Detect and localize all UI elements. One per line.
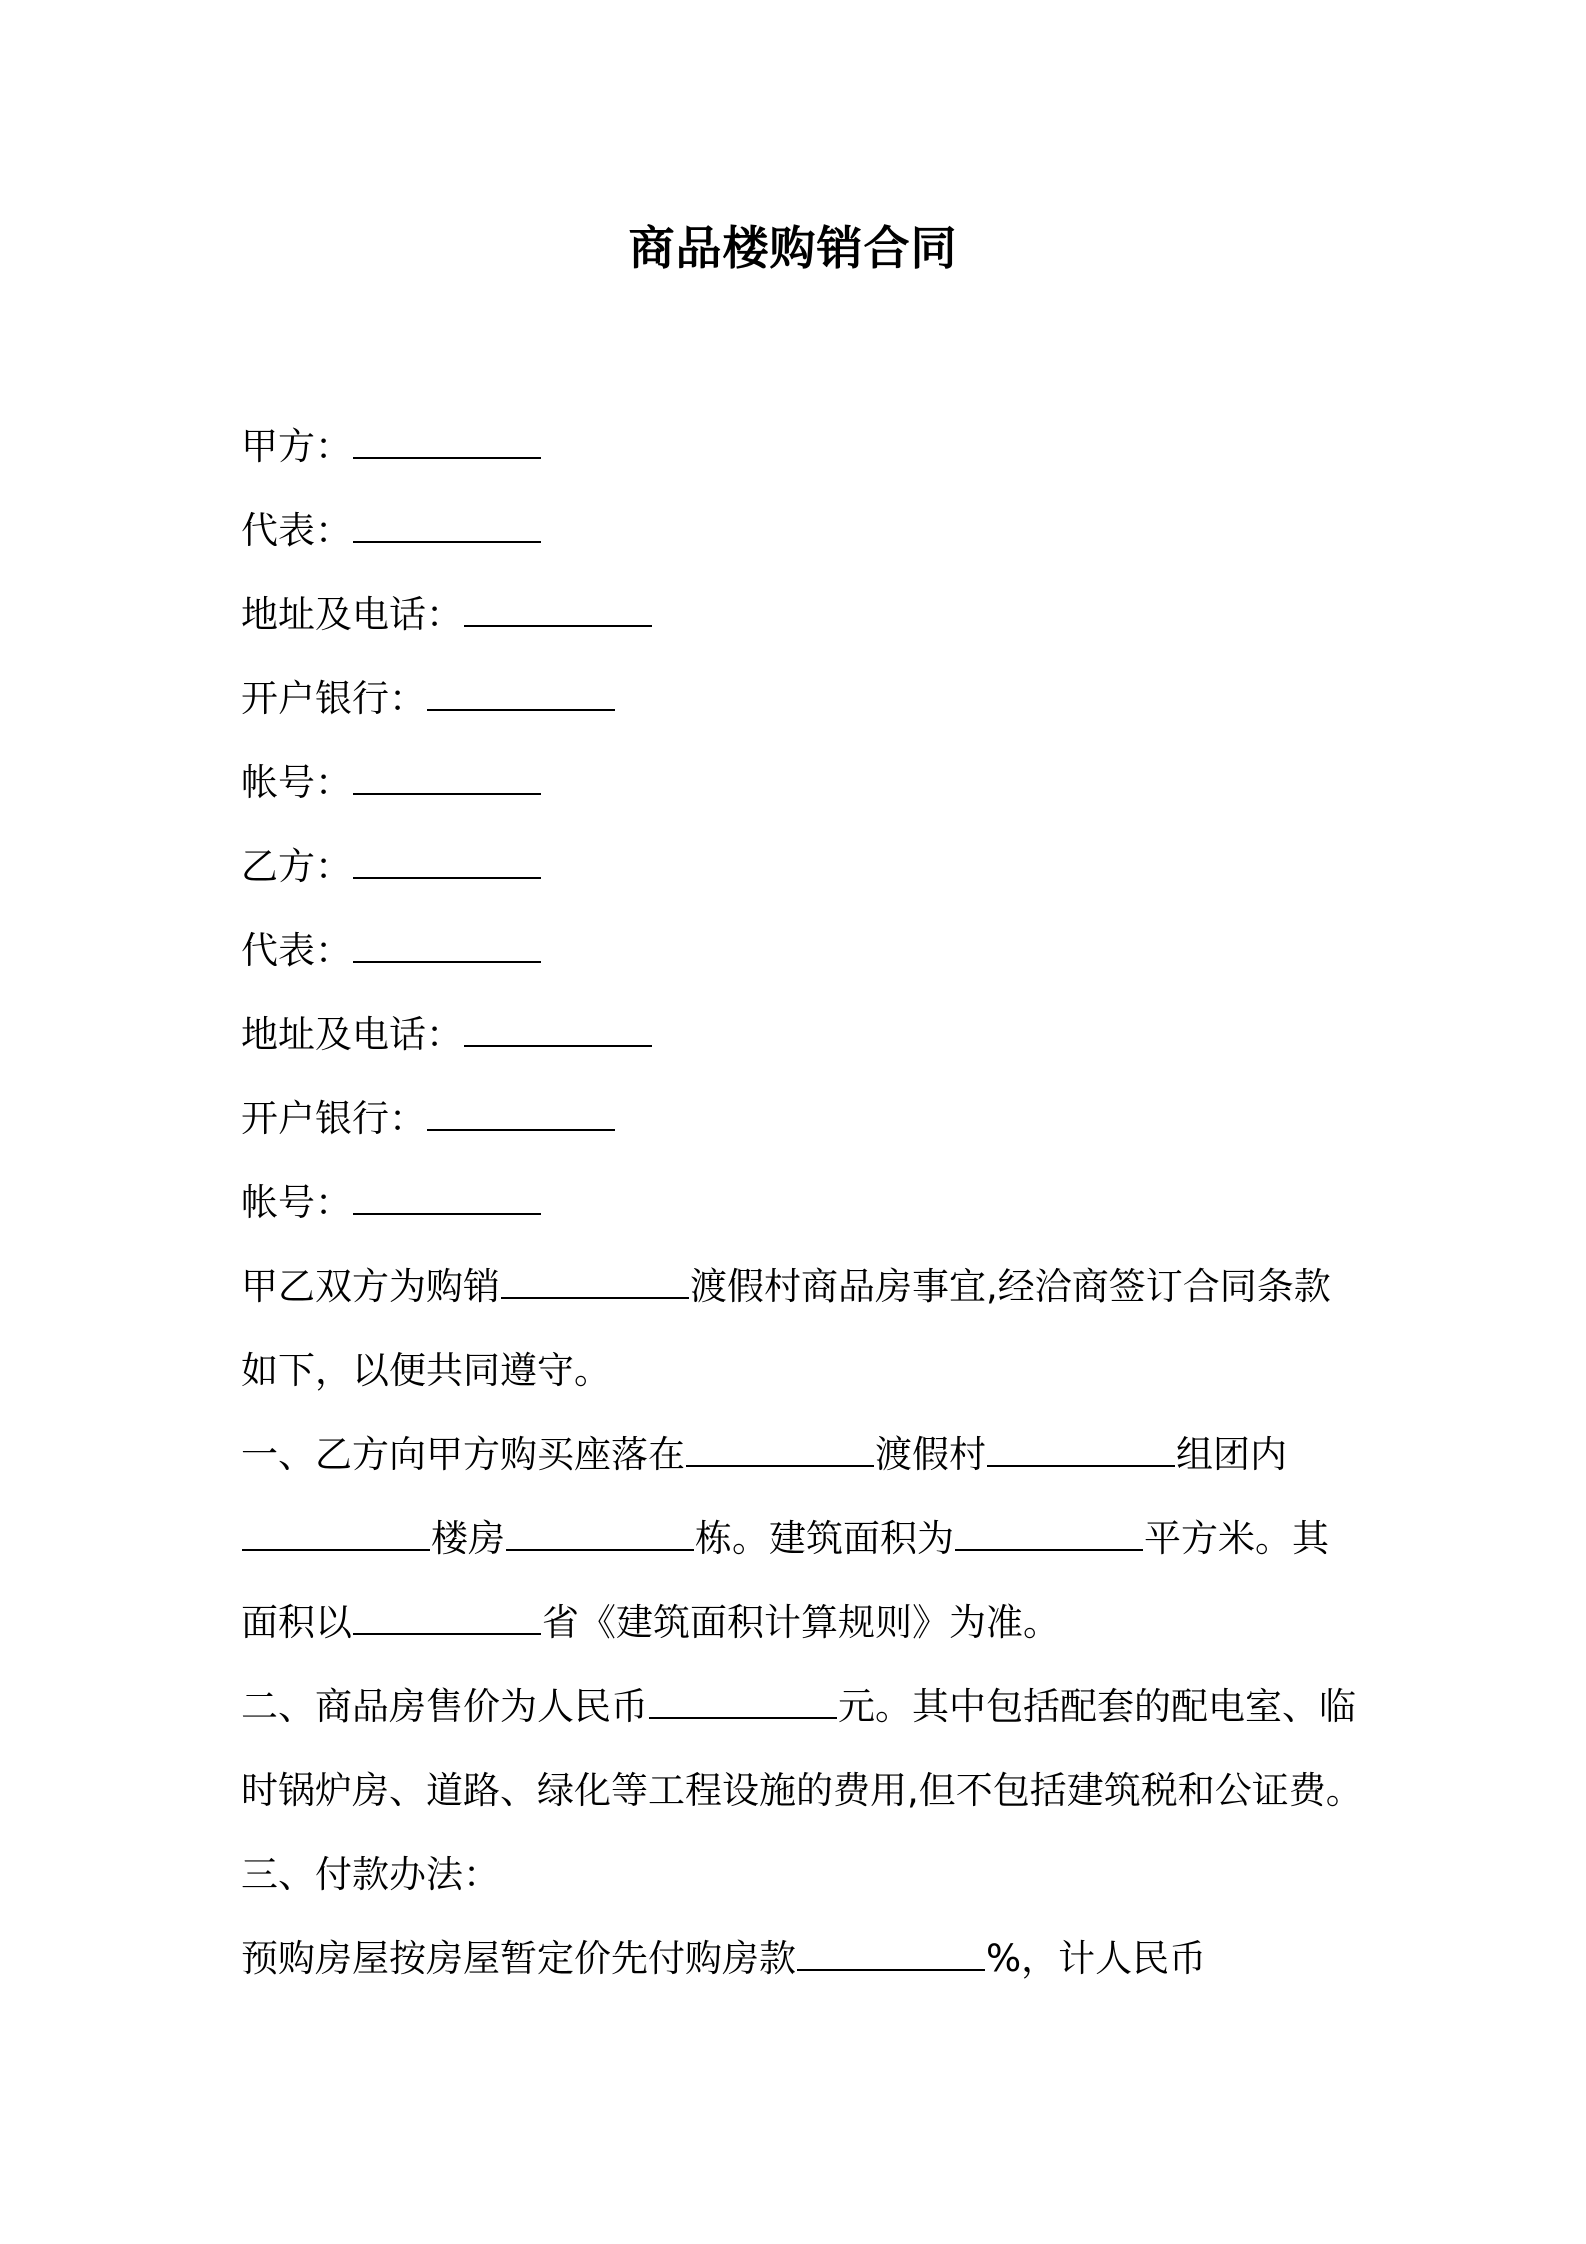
party-a-bank-label: 开户银行： — [241, 677, 426, 720]
party-b-address-line — [241, 993, 1371, 1077]
unit-count-blank[interactable] — [506, 1548, 694, 1551]
clause-1-text-a: 一、乙方向甲方购买座落在 — [241, 1433, 685, 1476]
party-b-name-blank[interactable] — [353, 876, 541, 879]
down-payment-percent-blank[interactable] — [797, 1968, 985, 1971]
building-blank[interactable] — [242, 1548, 430, 1551]
party-a-account-label: 帐号： — [241, 761, 352, 804]
party-a-name-blank[interactable] — [353, 456, 541, 459]
party-a-address-line — [241, 573, 1371, 657]
clause-1-text-d: 楼房 — [431, 1517, 505, 1560]
clause-3-text-b: %，计人民币 — [986, 1937, 1207, 1980]
contract-title: 商品楼购销合同 — [628, 221, 958, 275]
clause-3-text-a: 预购房屋按房屋暂定价先付购房款 — [241, 1937, 796, 1980]
clause-2-text-c: 时锅炉房、道路、绿化等工程设施的费用,但不包括建筑税和公证费。 — [241, 1769, 1363, 1812]
intro-text-b: 渡假村商品房事宜,经洽商签订合同条款 — [690, 1265, 1331, 1308]
clause-3-heading-text: 三、付款办法： — [241, 1853, 500, 1896]
party-b-bank-blank[interactable] — [427, 1128, 615, 1131]
party-b-rep-label: 代表： — [241, 929, 352, 972]
intro-line-2 — [241, 1329, 1371, 1413]
province-blank[interactable] — [353, 1632, 541, 1635]
party-b-name-line — [241, 825, 1371, 909]
clause-1-text-e: 栋。建筑面积为 — [695, 1517, 954, 1560]
party-b-account-label: 帐号： — [241, 1181, 352, 1224]
clause-2-text-b: 元。其中包括配套的配电室、临 — [838, 1685, 1356, 1728]
clause-1-text-h: 省《建筑面积计算规则》为准。 — [542, 1601, 1060, 1644]
party-a-rep-line — [241, 489, 1371, 573]
party-a-account-line — [241, 741, 1371, 825]
party-a-address-blank[interactable] — [464, 624, 652, 627]
party-a-address-label: 地址及电话： — [241, 593, 463, 636]
party-b-rep-blank[interactable] — [353, 960, 541, 963]
clause-1-text-b: 渡假村 — [875, 1433, 986, 1476]
party-a-name-label: 甲方： — [241, 425, 352, 468]
party-b-rep-line — [241, 909, 1371, 993]
party-b-account-line — [241, 1161, 1371, 1245]
party-b-address-blank[interactable] — [464, 1044, 652, 1047]
clause-1-text-f: 平方米。其 — [1144, 1517, 1329, 1560]
clause-1-line-3 — [241, 1581, 1371, 1665]
clause-2-line-1 — [241, 1665, 1371, 1749]
party-b-bank-label: 开户银行： — [241, 1097, 426, 1140]
location-blank[interactable] — [686, 1464, 874, 1467]
party-a-rep-label: 代表： — [241, 509, 352, 552]
clause-1-line-1 — [241, 1413, 1371, 1497]
intro-text-a: 甲乙双方为购销 — [241, 1265, 500, 1308]
party-b-account-blank[interactable] — [353, 1212, 541, 1215]
intro-line-1 — [241, 1245, 1371, 1329]
party-b-name-label: 乙方： — [241, 845, 352, 888]
clause-1-text-g: 面积以 — [241, 1601, 352, 1644]
area-blank[interactable] — [955, 1548, 1143, 1551]
party-b-address-label: 地址及电话： — [241, 1013, 463, 1056]
resort-blank[interactable] — [987, 1464, 1175, 1467]
party-b-bank-line — [241, 1077, 1371, 1161]
clause-2-line-2 — [241, 1749, 1371, 1833]
resort-name-blank[interactable] — [501, 1296, 689, 1299]
price-blank[interactable] — [649, 1716, 837, 1719]
party-a-rep-blank[interactable] — [353, 540, 541, 543]
intro-text-c: 如下，以便共同遵守。 — [241, 1349, 611, 1392]
contract-body — [241, 405, 1371, 2001]
clause-1-text-c: 组团内 — [1176, 1433, 1287, 1476]
clause-3-heading — [241, 1833, 1371, 1917]
clause-2-text-a: 二、商品房售价为人民币 — [241, 1685, 648, 1728]
party-a-name-line — [241, 405, 1371, 489]
party-a-bank-line — [241, 657, 1371, 741]
clause-1-line-2 — [241, 1497, 1371, 1581]
party-a-bank-blank[interactable] — [427, 708, 615, 711]
party-a-account-blank[interactable] — [353, 792, 541, 795]
clause-3-line-1 — [241, 1917, 1371, 2001]
